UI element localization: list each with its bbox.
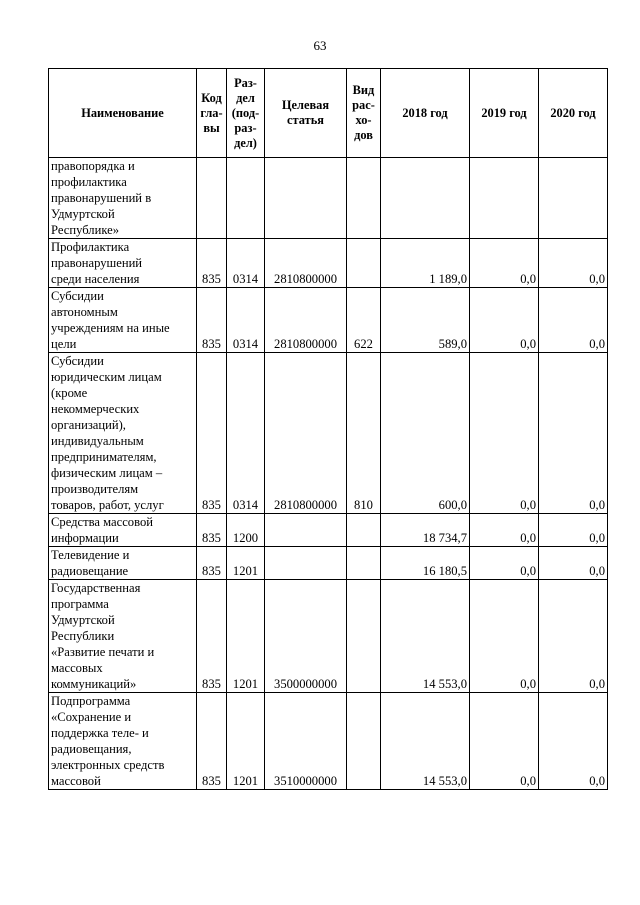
row-name: Профилактика правонарушений среди населения <box>49 239 197 288</box>
row-chapter: 835 <box>197 288 227 353</box>
row-section: 0314 <box>227 288 265 353</box>
row-target: 2810800000 <box>265 353 347 514</box>
row-expense <box>347 514 381 547</box>
row-target: 3500000000 <box>265 580 347 693</box>
row-chapter: 835 <box>197 353 227 514</box>
row-name: Телевидение и радиовещание <box>49 547 197 580</box>
table-row <box>49 547 608 580</box>
row-2020: 0,0 <box>539 514 608 547</box>
row-chapter: 835 <box>197 547 227 580</box>
row-2020: 0,0 <box>539 547 608 580</box>
row-2020: 0,0 <box>539 580 608 693</box>
table-row <box>49 239 608 288</box>
page-number: 63 <box>313 38 327 53</box>
row-2020: 0,0 <box>539 693 608 790</box>
row-expense <box>347 547 381 580</box>
row-2019: 0,0 <box>470 514 539 547</box>
row-2020 <box>539 158 608 239</box>
header-row <box>49 69 608 158</box>
row-2019: 0,0 <box>470 547 539 580</box>
row-section: 1201 <box>227 693 265 790</box>
header-target-article: Целевая статья <box>265 69 347 158</box>
row-section: 0314 <box>227 353 265 514</box>
row-expense: 622 <box>347 288 381 353</box>
row-chapter: 835 <box>197 580 227 693</box>
row-2018 <box>381 158 470 239</box>
row-2018: 589,0 <box>381 288 470 353</box>
row-target: 2810800000 <box>265 239 347 288</box>
table-row <box>49 288 608 353</box>
row-2018: 14 553,0 <box>381 580 470 693</box>
header-2020: 2020 год <box>539 69 608 158</box>
header-expense-type: Вид рас- хо- дов <box>347 69 381 158</box>
row-section: 0314 <box>227 239 265 288</box>
header-2018: 2018 год <box>381 69 470 158</box>
row-2020: 0,0 <box>539 239 608 288</box>
header-name: Наименование <box>49 69 197 158</box>
row-2018: 14 553,0 <box>381 693 470 790</box>
budget-table <box>48 68 608 790</box>
row-name: Государственная программа Удмуртской Республики «Развитие печати и массовых коммуникаций» <box>49 580 197 693</box>
row-expense <box>347 580 381 693</box>
row-2019: 0,0 <box>470 580 539 693</box>
row-expense <box>347 693 381 790</box>
row-name: Подпрограмма «Сохранение и поддержка теле- и радиовещания, электронных средств массовой <box>49 693 197 790</box>
row-section: 1201 <box>227 547 265 580</box>
row-name: Субсидии юридическим лицам (кроме некоммерческих организаций), индивидуальным предпринимателям, физическим лицам – производителям товаров, работ, услуг <box>49 353 197 514</box>
header-section: Раз- дел (под- раз- дел) <box>227 69 265 158</box>
row-2019: 0,0 <box>470 353 539 514</box>
header-2019: 2019 год <box>470 69 539 158</box>
row-target: 2810800000 <box>265 288 347 353</box>
row-expense <box>347 239 381 288</box>
row-section <box>227 158 265 239</box>
row-2018: 1 189,0 <box>381 239 470 288</box>
table-row <box>49 580 608 693</box>
row-name: Субсидии автономным учреждениям на иные цели <box>49 288 197 353</box>
row-2020: 0,0 <box>539 353 608 514</box>
table-row <box>49 693 608 790</box>
row-2018: 600,0 <box>381 353 470 514</box>
row-2020: 0,0 <box>539 288 608 353</box>
row-section: 1200 <box>227 514 265 547</box>
table-row <box>49 158 608 239</box>
row-target <box>265 547 347 580</box>
row-2019: 0,0 <box>470 288 539 353</box>
row-target <box>265 158 347 239</box>
row-2019: 0,0 <box>470 239 539 288</box>
table-row <box>49 353 608 514</box>
table-row <box>49 514 608 547</box>
row-chapter: 835 <box>197 693 227 790</box>
row-expense <box>347 158 381 239</box>
header-chapter-code: Код гла- вы <box>197 69 227 158</box>
row-2018: 18 734,7 <box>381 514 470 547</box>
row-2019 <box>470 158 539 239</box>
row-chapter: 835 <box>197 239 227 288</box>
row-chapter <box>197 158 227 239</box>
row-2019: 0,0 <box>470 693 539 790</box>
row-chapter: 835 <box>197 514 227 547</box>
row-expense: 810 <box>347 353 381 514</box>
row-name: Средства массовой информации <box>49 514 197 547</box>
row-name: правопорядка и профилактика правонарушений в Удмуртской Республике» <box>49 158 197 239</box>
row-2018: 16 180,5 <box>381 547 470 580</box>
row-target <box>265 514 347 547</box>
row-target: 3510000000 <box>265 693 347 790</box>
row-section: 1201 <box>227 580 265 693</box>
